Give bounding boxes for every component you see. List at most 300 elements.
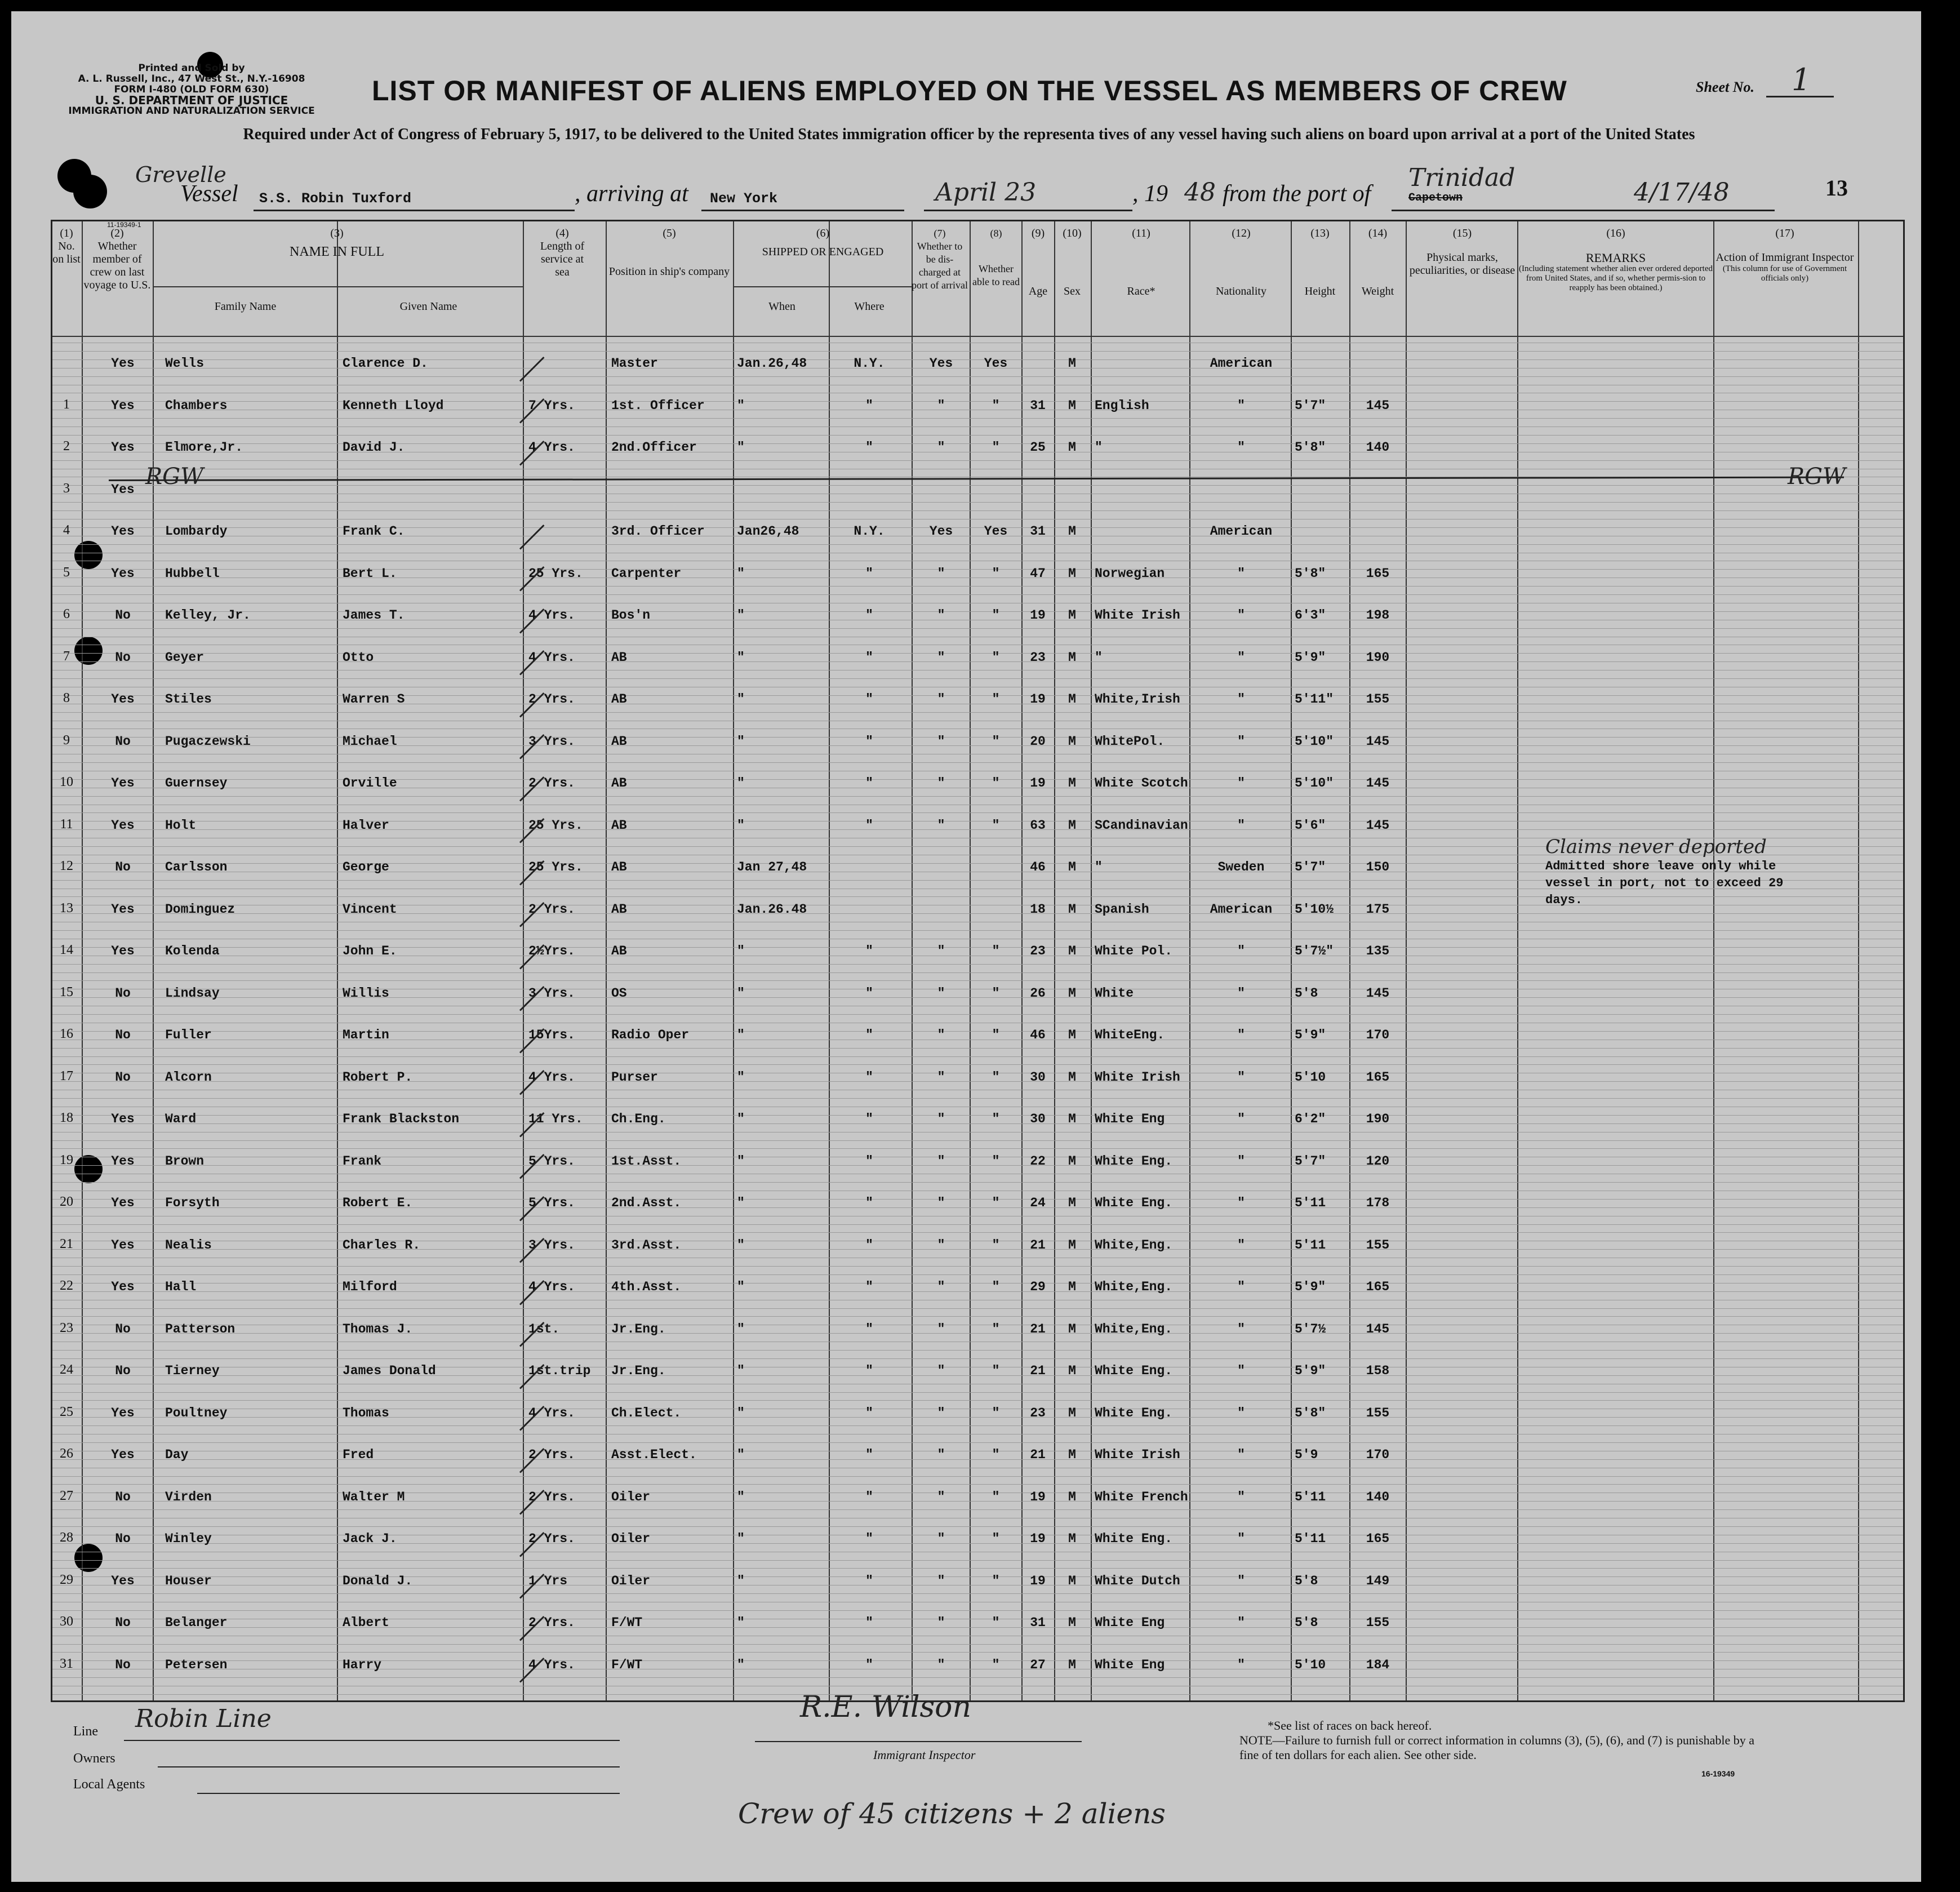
col1-header bbox=[52, 227, 81, 266]
cell-nat: " bbox=[1237, 734, 1245, 749]
printer-line: Printed and Sold by bbox=[138, 63, 245, 74]
cell-height: 5'10 bbox=[1295, 1657, 1326, 1672]
cell-weight: 170 bbox=[1366, 1447, 1390, 1462]
row-number: 8 bbox=[63, 691, 70, 705]
cell-height: 5'9" bbox=[1295, 1028, 1326, 1042]
cell-service: 2 Yrs. bbox=[528, 901, 575, 917]
cell-height: 5'11 bbox=[1295, 1196, 1326, 1210]
col17-header bbox=[1714, 227, 1855, 283]
table-row bbox=[52, 1099, 1903, 1142]
cell-given: Kenneth Lloyd bbox=[343, 398, 444, 413]
cell-prev: Yes bbox=[111, 1573, 135, 1588]
cell-disch: " bbox=[937, 692, 945, 707]
cell-given: George bbox=[343, 860, 389, 874]
printer-line: A. L. Russell, Inc., 47 West St., N.Y.-16908 bbox=[78, 73, 305, 85]
cell-given: James T. bbox=[343, 608, 405, 623]
col-label: NAME IN FULL bbox=[290, 245, 384, 259]
cell-family: Pugaczewski bbox=[165, 734, 251, 749]
table-row bbox=[52, 1058, 1903, 1100]
cell-race: Norwegian bbox=[1095, 566, 1165, 581]
row3-mark-right: RGW bbox=[1788, 464, 1846, 490]
cell-prev: No bbox=[115, 1321, 131, 1336]
cell-prev: No bbox=[115, 1028, 131, 1042]
cell-when: " bbox=[737, 1573, 745, 1588]
cell-race: White Eng bbox=[1095, 1657, 1165, 1672]
cell-race: White Eng. bbox=[1095, 1405, 1173, 1420]
cell-read: " bbox=[992, 1069, 1000, 1085]
table-row bbox=[52, 1351, 1903, 1393]
cell-where: " bbox=[865, 985, 873, 1001]
cell-given: Thomas J. bbox=[343, 1321, 413, 1336]
cell-position: Radio Oper bbox=[611, 1028, 690, 1042]
cell-race: White,Irish bbox=[1095, 692, 1180, 707]
cell-family: Chambers bbox=[165, 398, 228, 413]
vessel-annotation: Grevelle bbox=[135, 162, 226, 187]
vessel-label: Vessel bbox=[180, 181, 238, 207]
arrival-date: April 23 bbox=[935, 178, 1037, 207]
col16-header bbox=[1517, 227, 1714, 293]
cell-age: 19 bbox=[1030, 776, 1046, 790]
printer-line: U. S. DEPARTMENT OF JUSTICE bbox=[95, 94, 288, 107]
cell-prev: Yes bbox=[111, 901, 135, 917]
cell-height: 5'7" bbox=[1295, 860, 1326, 874]
cell-where: " bbox=[865, 818, 873, 833]
table-row bbox=[52, 974, 1903, 1016]
inspector-label: Immigrant Inspector bbox=[873, 1748, 976, 1762]
cell-age: 19 bbox=[1030, 1573, 1046, 1588]
table-row bbox=[52, 722, 1903, 764]
table-row bbox=[52, 386, 1903, 428]
cell-sex: M bbox=[1068, 692, 1076, 707]
col-num: (6) bbox=[816, 227, 830, 239]
cell-race: White Eng. bbox=[1095, 1364, 1173, 1378]
local-agents-underline bbox=[197, 1793, 620, 1794]
cell-where: " bbox=[865, 440, 873, 455]
sheet-number-label: Sheet No. bbox=[1696, 79, 1754, 95]
cell-sex: M bbox=[1068, 818, 1076, 833]
cell-family: Winley bbox=[165, 1531, 212, 1546]
cell-position: 1st.Asst. bbox=[611, 1153, 682, 1169]
cell-age: 19 bbox=[1030, 1531, 1046, 1546]
cell-height: 5'9" bbox=[1295, 1364, 1326, 1378]
row-number: 9 bbox=[63, 732, 70, 748]
cell-service: 4 Yrs. bbox=[528, 1069, 575, 1085]
col-num: (9) bbox=[1031, 227, 1045, 239]
crew-count-note: Crew of 45 citizens + 2 aliens bbox=[738, 1797, 1166, 1830]
cell-race: White Irish bbox=[1095, 1069, 1180, 1085]
cell-weight: 140 bbox=[1366, 1489, 1390, 1504]
cell-family: Kelley, Jr. bbox=[165, 608, 251, 623]
cell-where: " bbox=[865, 734, 873, 749]
table-row bbox=[52, 1309, 1903, 1352]
cell-where: " bbox=[865, 1447, 873, 1462]
cell-weight: 165 bbox=[1366, 566, 1390, 581]
cell-service: 4 Yrs. bbox=[528, 1405, 575, 1420]
col-label: Action of Immigrant Inspector bbox=[1715, 251, 1854, 264]
cell-given: Halver bbox=[343, 818, 389, 833]
cell-prev: No bbox=[115, 1657, 131, 1672]
cell-nat: " bbox=[1237, 776, 1245, 790]
table-row bbox=[52, 1519, 1903, 1561]
col6-where-header: Where bbox=[854, 300, 885, 313]
cell-read: " bbox=[992, 1657, 1000, 1672]
cell-weight: 145 bbox=[1366, 985, 1390, 1001]
cell-height: 5'8 bbox=[1295, 1573, 1318, 1588]
cell-family: Virden bbox=[165, 1489, 212, 1504]
cell-sex: M bbox=[1068, 985, 1076, 1001]
cell-age: 22 bbox=[1030, 1153, 1046, 1169]
manifest-sheet bbox=[11, 11, 1921, 1882]
cell-race: White Eng. bbox=[1095, 1531, 1173, 1546]
cell-read: " bbox=[992, 650, 1000, 665]
cell-sex: M bbox=[1068, 1280, 1076, 1294]
col-label: Nationality bbox=[1216, 285, 1266, 297]
cell-given: Charles R. bbox=[343, 1237, 421, 1253]
cell-position: 2nd.Asst. bbox=[611, 1196, 682, 1210]
col-num: (14) bbox=[1368, 227, 1388, 239]
cell-height: 6'3" bbox=[1295, 608, 1326, 623]
cell-disch: " bbox=[937, 1153, 945, 1169]
col-sublabel: (This column for use of Government officials only) bbox=[1722, 264, 1847, 283]
owners-underline bbox=[158, 1766, 620, 1767]
cell-position: 2nd.Officer bbox=[611, 440, 697, 455]
col14-header bbox=[1351, 227, 1405, 298]
col-label: Whether to be dis-charged at port of arrival bbox=[912, 241, 968, 291]
row-number: 15 bbox=[60, 984, 73, 1000]
punch-hole bbox=[73, 175, 107, 208]
cell-read: " bbox=[992, 566, 1000, 581]
cell-family: Ward bbox=[165, 1112, 197, 1126]
col-label: Physical marks, peculiarities, or disease bbox=[1409, 251, 1515, 277]
form-number: 16-19349 bbox=[1701, 1769, 1735, 1778]
cell-weight: 145 bbox=[1366, 398, 1390, 413]
cell-given: Milford bbox=[343, 1280, 397, 1294]
cell-when: " bbox=[737, 440, 745, 455]
cell-where: " bbox=[865, 1153, 873, 1169]
cell-nat: " bbox=[1237, 1321, 1245, 1336]
cell-when: " bbox=[737, 1615, 745, 1630]
cell-height: 5'10 bbox=[1295, 1069, 1326, 1085]
cell-age: 31 bbox=[1030, 1615, 1046, 1630]
cell-position: AB bbox=[611, 818, 627, 833]
printer-line: FORM I-480 (OLD FORM 630) bbox=[114, 84, 269, 95]
cell-sex: M bbox=[1068, 1489, 1076, 1504]
cell-weight: 155 bbox=[1366, 1237, 1390, 1253]
row-number: 10 bbox=[60, 775, 73, 789]
cell-position: Oiler bbox=[611, 1489, 651, 1504]
col-label: REMARKS bbox=[1585, 251, 1646, 265]
cell-prev: Yes bbox=[111, 944, 135, 958]
cell-read: " bbox=[992, 608, 1000, 623]
form-code: 11-19349-1 bbox=[107, 221, 141, 229]
cell-where: " bbox=[865, 566, 873, 581]
cell-prev: Yes bbox=[111, 1447, 135, 1462]
cell-age: 23 bbox=[1030, 944, 1046, 958]
cell-weight: 158 bbox=[1366, 1364, 1390, 1378]
arrival-port: New York bbox=[710, 190, 778, 207]
cell-nat: American bbox=[1210, 901, 1273, 917]
cell-height: 5'11 bbox=[1295, 1489, 1326, 1504]
cell-position: Bos'n bbox=[611, 608, 651, 623]
cell-where: " bbox=[865, 650, 873, 665]
cell-position: OS bbox=[611, 985, 627, 1001]
cell-nat: " bbox=[1237, 1657, 1245, 1672]
cell-weight: 145 bbox=[1366, 776, 1390, 790]
cell-position: AB bbox=[611, 650, 627, 665]
penalty-note: NOTE—Failure to furnish full or correct information in columns (3), (5), (6), and (7) is punishable by a fine of ten dollars for each alien. See other side. bbox=[1239, 1733, 1754, 1762]
port-underline bbox=[701, 210, 904, 211]
cell-when: Jan 27,48 bbox=[737, 860, 807, 874]
col-label: Whether able to read bbox=[972, 263, 1020, 287]
cell-nat: " bbox=[1237, 440, 1245, 455]
cell-age: 18 bbox=[1030, 901, 1046, 917]
cell-read: " bbox=[992, 1615, 1000, 1630]
cell-sex: M bbox=[1068, 1615, 1076, 1630]
cell-family: Forsyth bbox=[165, 1196, 220, 1210]
cell-age: 26 bbox=[1030, 985, 1046, 1001]
col-label: SHIPPED OR ENGAGED bbox=[762, 246, 884, 258]
cell-age: 46 bbox=[1030, 860, 1046, 874]
cell-service: 7 Yrs. bbox=[528, 398, 575, 413]
cell-when: Jan26,48 bbox=[737, 524, 799, 539]
cell-weight: 178 bbox=[1366, 1196, 1390, 1210]
cell-race: White Scotch bbox=[1095, 776, 1188, 790]
cell-given: Fred bbox=[343, 1447, 374, 1462]
cell-prev: Yes bbox=[111, 356, 135, 371]
col-num: (10) bbox=[1063, 227, 1082, 239]
cell-sex: M bbox=[1068, 1028, 1076, 1042]
cell-disch: " bbox=[937, 1112, 945, 1126]
table-row bbox=[52, 1267, 1903, 1309]
cell-sex: M bbox=[1068, 776, 1076, 790]
row-number: 30 bbox=[60, 1614, 73, 1629]
cell-when: " bbox=[737, 776, 745, 790]
cell-height: 5'10½ bbox=[1295, 901, 1334, 917]
cell-nat: " bbox=[1237, 1196, 1245, 1210]
cell-service: 25 Yrs. bbox=[528, 860, 583, 874]
row-number: 2 bbox=[63, 439, 70, 454]
cell-position: 4th.Asst. bbox=[611, 1280, 682, 1294]
cell-sex: M bbox=[1068, 608, 1076, 623]
cell-sex: M bbox=[1068, 398, 1076, 413]
cell-family: Stiles bbox=[165, 692, 212, 707]
cell-position: AB bbox=[611, 944, 627, 958]
cell-when: " bbox=[737, 1196, 745, 1210]
cell-family: Carlsson bbox=[165, 860, 228, 874]
col-label: Whether member of crew on last voyage to U.S. bbox=[83, 240, 151, 291]
col-label: Race* bbox=[1127, 285, 1155, 297]
row-number: 4 bbox=[63, 523, 70, 538]
cell-service: 25 Yrs. bbox=[528, 566, 583, 581]
printer-line: IMMIGRATION AND NATURALIZATION SERVICE bbox=[68, 105, 315, 117]
cell-read: " bbox=[992, 776, 1000, 790]
cell-age: 31 bbox=[1030, 398, 1046, 413]
cell-nat: American bbox=[1210, 524, 1273, 539]
cell-where: " bbox=[865, 1237, 873, 1253]
cell-sex: M bbox=[1068, 1112, 1076, 1126]
cell-weight: 155 bbox=[1366, 1615, 1390, 1630]
cell-position: Asst.Elect. bbox=[611, 1447, 697, 1462]
cell-given: Clarence D. bbox=[343, 356, 428, 371]
cell-age: 19 bbox=[1030, 692, 1046, 707]
cell-service: 25 Yrs. bbox=[528, 818, 583, 833]
cell-service: 1st.trip bbox=[528, 1364, 591, 1378]
cell-position: Purser bbox=[611, 1069, 658, 1085]
col9-header bbox=[1023, 227, 1054, 298]
cell-read: " bbox=[992, 1447, 1000, 1462]
cell-service: 3 Yrs. bbox=[528, 1237, 575, 1253]
row-number: 26 bbox=[60, 1446, 73, 1461]
cell-read: " bbox=[992, 1364, 1000, 1378]
cell-family: Poultney bbox=[165, 1405, 228, 1420]
cell-weight: 170 bbox=[1366, 1028, 1390, 1042]
cell-position: 3rd. Officer bbox=[611, 524, 705, 539]
cell-given: David J. bbox=[343, 440, 405, 455]
sheet-number: 1 bbox=[1792, 62, 1811, 97]
cell-where: " bbox=[865, 1657, 873, 1672]
cell-prev: Yes bbox=[111, 776, 135, 790]
cell-prev: Yes bbox=[111, 566, 135, 581]
col11-header bbox=[1092, 227, 1190, 298]
cell-where: " bbox=[865, 1405, 873, 1420]
table-row bbox=[52, 344, 1903, 386]
cell-sex: M bbox=[1068, 734, 1076, 749]
line-handwritten: Robin Line bbox=[135, 1704, 272, 1733]
cell-where: " bbox=[865, 1531, 873, 1546]
cell-height: 5'11 bbox=[1295, 1237, 1326, 1253]
col-num: (3) bbox=[330, 227, 344, 239]
cell-height: 5'9 bbox=[1295, 1447, 1318, 1462]
cell-sex: M bbox=[1068, 860, 1076, 874]
table-row bbox=[52, 1142, 1903, 1184]
cell-race: White Eng. bbox=[1095, 1196, 1173, 1210]
col-label: Weight bbox=[1361, 285, 1394, 297]
cell-read: " bbox=[992, 734, 1000, 749]
cell-given: Michael bbox=[343, 734, 397, 749]
cell-weight: 165 bbox=[1366, 1280, 1390, 1294]
cell-when: " bbox=[737, 1364, 745, 1378]
cell-when: " bbox=[737, 1237, 745, 1253]
cell-nat: " bbox=[1237, 1615, 1245, 1630]
table-row bbox=[52, 470, 1903, 512]
from-port-typed: Capetown bbox=[1408, 192, 1463, 205]
cell-nat: " bbox=[1237, 1280, 1245, 1294]
cell-read: Yes bbox=[984, 356, 1008, 371]
inspector-signature: R.E. Wilson bbox=[800, 1690, 971, 1724]
cell-sex: M bbox=[1068, 1153, 1076, 1169]
row-number: 23 bbox=[60, 1320, 73, 1335]
cell-race: " bbox=[1095, 440, 1103, 455]
cell-service: 3 Yrs. bbox=[528, 985, 575, 1001]
cell-given: Thomas bbox=[343, 1405, 389, 1420]
cell-given: Walter M bbox=[343, 1489, 405, 1504]
cell-prev: No bbox=[115, 734, 131, 749]
cell-family: Kolenda bbox=[165, 944, 220, 958]
cell-weight: 140 bbox=[1366, 440, 1390, 455]
cell-weight: 155 bbox=[1366, 692, 1390, 707]
cell-where: " bbox=[865, 1028, 873, 1042]
local-agents-label: Local Agents bbox=[73, 1777, 145, 1792]
cell-prev: Yes bbox=[111, 440, 135, 455]
cell-where: " bbox=[865, 1280, 873, 1294]
sheet-number-line bbox=[1766, 96, 1834, 97]
table-row bbox=[52, 1225, 1903, 1268]
cell-when: " bbox=[737, 1657, 745, 1672]
cell-nat: " bbox=[1237, 398, 1245, 413]
cell-sex: M bbox=[1068, 524, 1076, 539]
table-row bbox=[52, 638, 1903, 680]
cell-age: 21 bbox=[1030, 1364, 1046, 1378]
cell-when: " bbox=[737, 985, 745, 1001]
cell-family: Belanger bbox=[165, 1615, 228, 1630]
cell-where: N.Y. bbox=[854, 356, 885, 371]
col-label: Age bbox=[1028, 285, 1048, 297]
cell-sex: M bbox=[1068, 901, 1076, 917]
cell-prev: No bbox=[115, 1069, 131, 1085]
cell-nat: " bbox=[1237, 1489, 1245, 1504]
cell-race: White Eng bbox=[1095, 1615, 1165, 1630]
cell-given: Jack J. bbox=[343, 1531, 397, 1546]
cell-given: Frank C. bbox=[343, 524, 405, 539]
cell-family: Hall bbox=[165, 1280, 197, 1294]
cell-position: Oiler bbox=[611, 1531, 651, 1546]
cell-age: 23 bbox=[1030, 1405, 1046, 1420]
cell-weight: 145 bbox=[1366, 818, 1390, 833]
cell-given: Warren S bbox=[343, 692, 405, 707]
cell-prev: No bbox=[115, 1364, 131, 1378]
cell-where: " bbox=[865, 692, 873, 707]
printer-block bbox=[68, 63, 315, 117]
cell-given: Donald J. bbox=[343, 1573, 413, 1588]
table-row bbox=[52, 512, 1903, 554]
col-num: (17) bbox=[1775, 227, 1794, 239]
cell-weight: 165 bbox=[1366, 1531, 1390, 1546]
row-number: 17 bbox=[60, 1068, 73, 1083]
cell-service: 4 Yrs. bbox=[528, 650, 575, 665]
cell-disch: " bbox=[937, 944, 945, 958]
table-row bbox=[52, 1183, 1903, 1225]
cell-given: Willis bbox=[343, 985, 389, 1001]
vessel-name: S.S. Robin Tuxford bbox=[259, 190, 412, 207]
cell-when: " bbox=[737, 1280, 745, 1294]
col5-header bbox=[607, 227, 731, 278]
col-num: (12) bbox=[1232, 227, 1251, 239]
cell-given: Harry bbox=[343, 1657, 382, 1672]
arriving-label: , arriving at bbox=[575, 181, 688, 207]
col13-header bbox=[1292, 227, 1348, 298]
cell-height: 5'7" bbox=[1295, 1153, 1326, 1169]
cell-service: 3 Yrs. bbox=[528, 734, 575, 749]
cell-sex: M bbox=[1068, 356, 1076, 371]
cell-service: 15Yrs. bbox=[528, 1028, 575, 1042]
cell-weight: 184 bbox=[1366, 1657, 1390, 1672]
cell-height: 5'11 bbox=[1295, 1531, 1326, 1546]
cell-read: " bbox=[992, 440, 1000, 455]
cell-family: Petersen bbox=[165, 1657, 228, 1672]
col-label: Sex bbox=[1064, 285, 1081, 297]
cell-family: Elmore,Jr. bbox=[165, 440, 243, 455]
cell-when: " bbox=[737, 1531, 745, 1546]
table-row bbox=[52, 1645, 1903, 1687]
cell-disch: " bbox=[937, 1196, 945, 1210]
cell-nat: " bbox=[1237, 608, 1245, 623]
cell-nat: " bbox=[1237, 1447, 1245, 1462]
cell-given: Otto bbox=[343, 650, 374, 665]
cell-disch: " bbox=[937, 1489, 945, 1504]
cell-family: Patterson bbox=[165, 1321, 235, 1336]
cell-disch: " bbox=[937, 1069, 945, 1085]
cell-service: 5 Yrs. bbox=[528, 1153, 575, 1169]
